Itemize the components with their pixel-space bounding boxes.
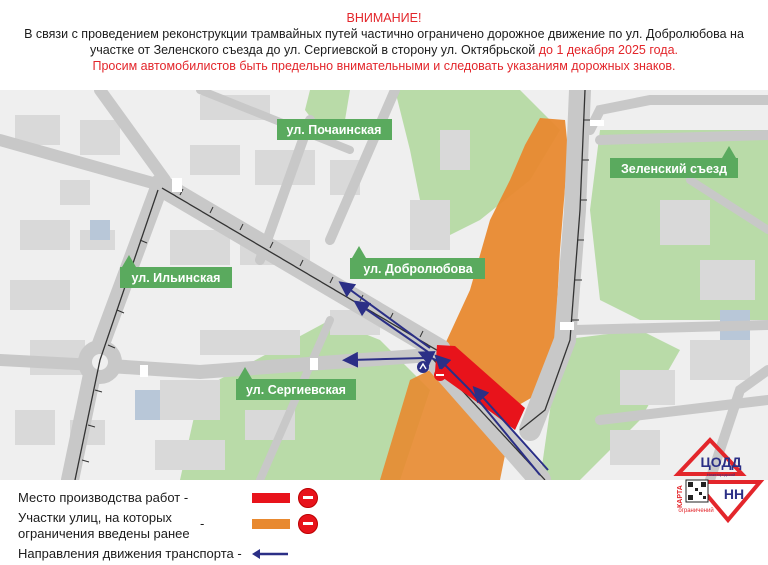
notice-line-1: В связи с проведением реконструкции трамвайных путей частично ограничено дорожное движение по ул. Добролюбова на xyxy=(24,27,744,41)
logo-bottom-text: ограничений xyxy=(678,508,714,514)
notice-date: до 1 декабря 2025 года. xyxy=(538,43,679,57)
label-ilinskaya-text: ул. Ильинская xyxy=(131,271,221,285)
label-pochainskaya-text: ул. Почаинская xyxy=(286,123,382,137)
notice-line-2 xyxy=(0,42,768,58)
logo-small-text: Нижегородской xyxy=(706,472,736,477)
legend-work-site-swatch xyxy=(252,493,290,503)
legend-restricted-swatch xyxy=(252,519,290,529)
map[interactable] xyxy=(0,90,768,480)
legend-work-site-label: Место производства работ - xyxy=(18,490,189,505)
legend-restricted-line-1: Участки улиц, на которых xyxy=(18,510,172,525)
logo-brand-text: ЦОДД xyxy=(700,454,742,470)
label-pochainskaya xyxy=(277,119,392,140)
label-sergievskaya-text: ул. Сергиевская xyxy=(246,383,346,397)
legend xyxy=(0,480,768,565)
legend-direction-arrow-icon xyxy=(250,548,290,560)
legend-direction-label: Направления движения транспорта - xyxy=(18,546,242,561)
notice-header xyxy=(0,0,768,90)
codd-logo xyxy=(672,436,768,524)
legend-restricted-line-2: ограничения введены ранее xyxy=(18,526,190,541)
label-zelensky-text: Зеленский съезд xyxy=(620,162,728,176)
label-dobrolyubova-text: ул. Добролюбова xyxy=(363,262,473,276)
legend-restricted-no-entry-icon xyxy=(298,514,318,534)
no-entry-sign-icon xyxy=(434,369,446,381)
legend-work-site-no-entry-icon xyxy=(298,488,318,508)
notice-line-3: Просим автомобилистов быть предельно внимательными и следовать указаниям дорожных знаков. xyxy=(92,59,676,73)
notice-title: ВНИМАНИЕ! xyxy=(346,11,422,25)
detour-sign-icon xyxy=(417,361,429,373)
logo-side-text: КАРТА xyxy=(677,485,684,508)
legend-restricted-dash: - xyxy=(200,516,205,531)
notice-line-2-main: участке от Зеленского съезда до ул. Сергиевской в сторону ул. Октябрьской xyxy=(89,43,536,57)
logo-region-text: НН xyxy=(723,486,745,502)
